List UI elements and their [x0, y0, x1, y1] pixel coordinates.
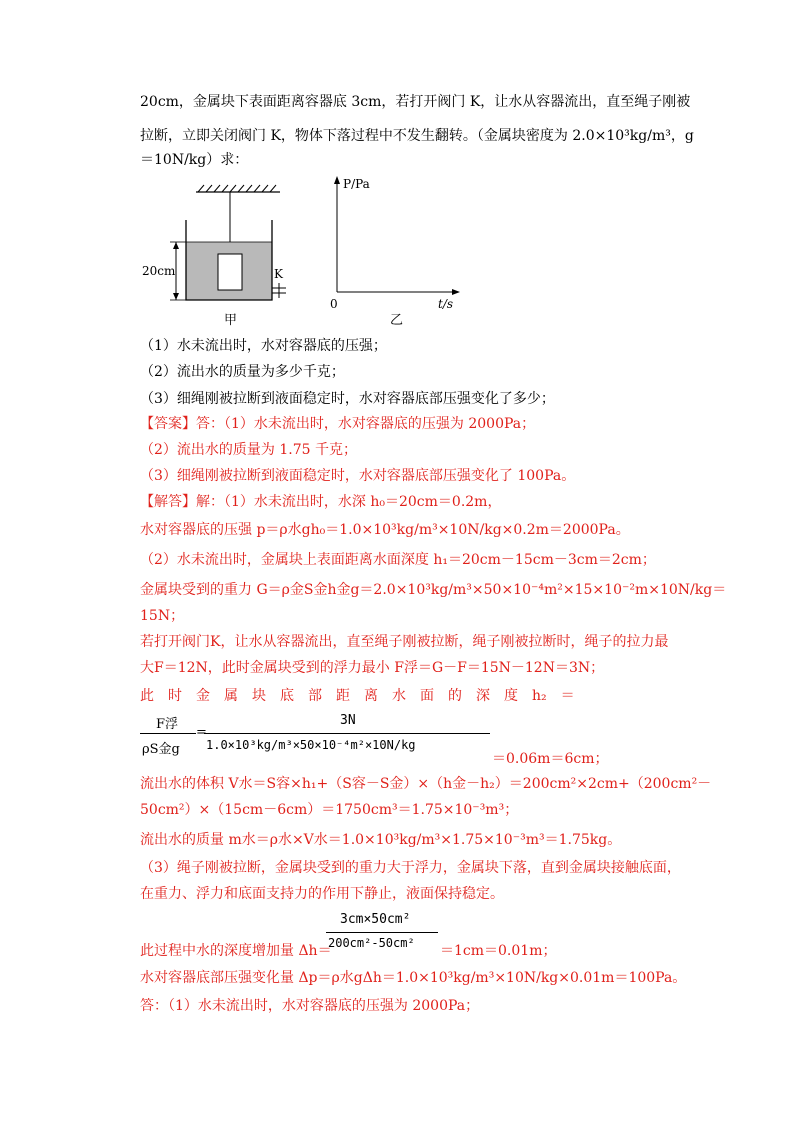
figure-yi [330, 176, 460, 328]
formula-3-numerator: 3cm×50cm² [340, 912, 411, 927]
solution-step-4: 金属块受到的重力 G＝ρ金S金h金g＝2.0×10³kg/m³×50×10⁻⁴m²×15×10⁻²m×10N/kg＝ [140, 582, 727, 598]
solution-step-11: 流出水的质量 m水＝ρ水×V水＝1.0×10³kg/m³×1.75×10⁻³m³＝1.75kg。 [140, 832, 622, 848]
figure-caption-yi: 乙 [390, 313, 404, 328]
formula-3-denominator: 200cm²-50cm² [328, 936, 415, 950]
solution-step-5: 15N； [140, 608, 185, 624]
solution-line-1 [140, 492, 501, 512]
answer-3: （3）细绳刚被拉断到液面稳定时，水对容器底部压强变化了 100Pa。 [140, 468, 576, 484]
solution-step-2: 水对容器底的压强 p＝ρ水gh₀＝1.0×10³kg/m³×10N/kg×0.2m＝2000Pa。 [140, 522, 630, 538]
solution-step-6: 若打开阀门K，让水从容器流出，直至绳子刚被拉断，绳子刚被拉断时，绳子的拉力最 [140, 634, 669, 650]
question-2: （2）流出水的质量为多少千克； [140, 364, 345, 380]
metal-block [218, 254, 242, 290]
solution-step-8: 此 时 金 属 块 底 部 距 离 水 面 的 深 度 h₂ ＝ [140, 688, 575, 704]
formula-3-prefix: 此过程中水的深度增加量 Δh＝ [140, 943, 332, 959]
pressure-axis-label: P/Pa [343, 177, 370, 191]
problem-line-1: 20cm，金属块下表面距离容器底 3cm，若打开阀门 K，让水从容器流出，直至绳子刚被 [140, 94, 691, 110]
answer-tag: 【答案】 [140, 416, 196, 432]
problem-line-3: ＝10N/kg）求： [140, 152, 249, 168]
question-1: （1）水未流出时，水对容器底的压强； [140, 338, 387, 354]
formula-2-result: ＝0.06m＝6cm； [492, 751, 609, 767]
formula-3-result: ＝1cm＝0.01m； [440, 943, 557, 959]
problem-figure [140, 172, 480, 332]
solution-step-13: 在重力、浮力和底面支持力的作用下静止，液面保持稳定。 [140, 886, 504, 902]
answer-1: 答：（1）水未流出时，水对容器底的压强为 2000Pa； [196, 416, 536, 432]
solution-step-9: 流出水的体积 V水＝S容×h₁+（S容－S金）×（h金－h₂）＝200cm²×2cm+（200cm²－ [140, 776, 712, 792]
formula-3-bar [326, 932, 438, 933]
formula-1-bar [140, 733, 196, 734]
solution-step-14: 水对容器底部压强变化量 Δp＝ρ水gΔh＝1.0×10³kg/m³×10N/kg×0.01m＝100Pa。 [140, 970, 687, 986]
solution-step-15: 答：（1）水未流出时，水对容器底的压强为 2000Pa； [140, 998, 480, 1014]
question-3: （3）细绳刚被拉断到液面稳定时，水对容器底部压强变化了多少； [140, 391, 555, 407]
problem-line-2: 拉断，立即关闭阀门 K，物体下落过程中不发生翻转。（金属块密度为 2.0×10³kg/m³，g [140, 128, 694, 144]
solution-step-12: （3）绳子刚被拉断，金属块受到的重力大于浮力，金属块下落，直到金属块接触底面， [140, 860, 681, 876]
solution-step-3: （2）水未流出时，金属块上表面距离水面深度 h₁＝20cm－15cm－3cm＝2cm； [140, 552, 656, 568]
formula-2-denominator: 1.0×10³kg/m³×50×10⁻⁴m²×10N/kg [206, 738, 416, 752]
figure-caption-jia: 甲 [224, 313, 238, 328]
formula-2-numerator: 3N [340, 713, 356, 728]
solution-tag: 【解答】 [140, 494, 196, 510]
formula-2-bar [204, 733, 490, 734]
solution-step-7: 大F＝12N，此时金属块受到的浮力最小 F浮＝G－F＝15N－12N＝3N； [140, 660, 605, 676]
answer-2: （2）流出水的质量为 1.75 千克； [140, 442, 357, 458]
formula-1-numerator: F浮 [156, 717, 179, 732]
formula-equals: = [196, 725, 207, 740]
figure-jia [142, 185, 286, 328]
answer-line-1 [140, 414, 535, 434]
formula-1-denominator: ρS金g [142, 742, 180, 757]
time-axis-label: t/s [438, 297, 454, 311]
solution-step-10: 50cm²）×（15cm－6cm）＝1750cm³＝1.75×10⁻³m³； [140, 802, 519, 818]
depth-label: 20cm [142, 264, 176, 278]
solution-step-1: 解：（1）水未流出时，水深 h₀＝20cm＝0.2m， [196, 494, 502, 510]
valve-label: K [274, 267, 283, 281]
origin-label: 0 [330, 297, 338, 311]
